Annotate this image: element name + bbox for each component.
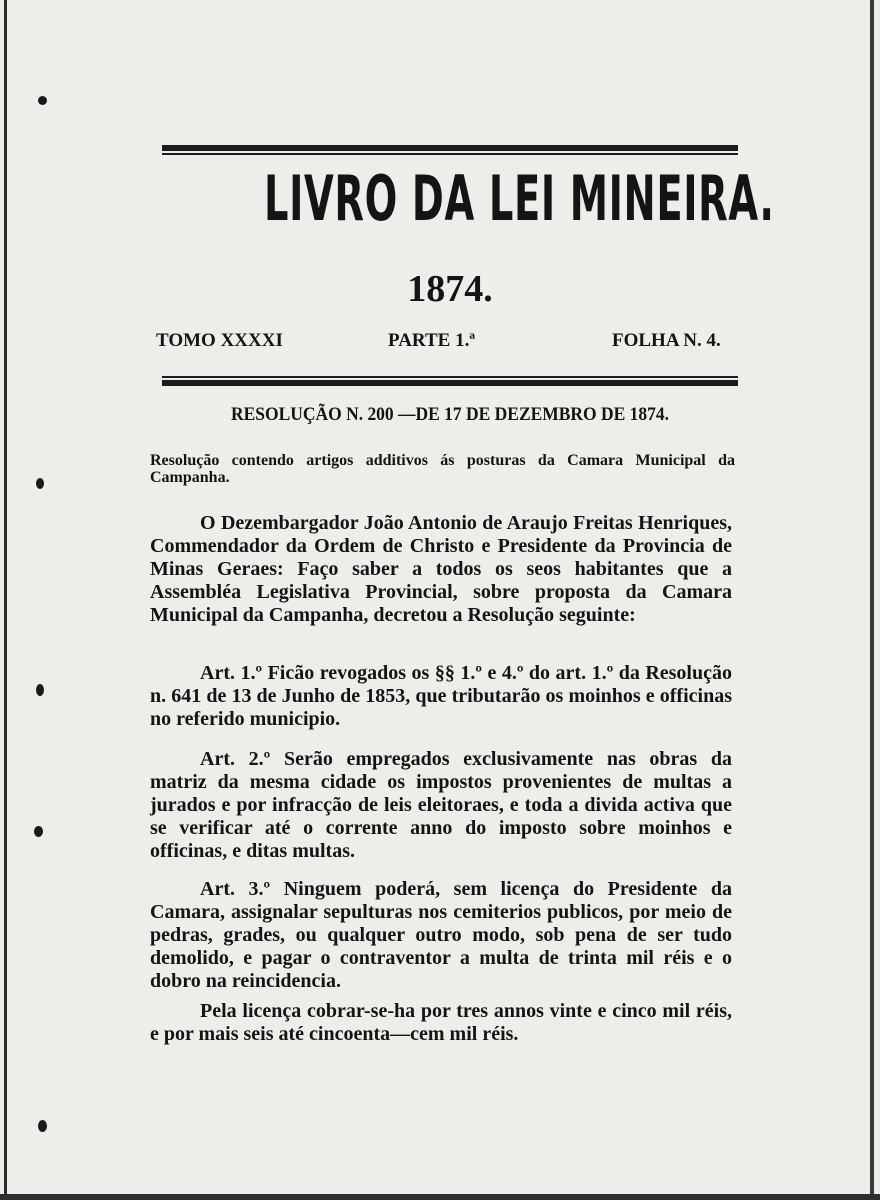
ink-speck: [34, 826, 43, 837]
ink-speck: [36, 478, 44, 489]
ink-speck: [38, 96, 47, 105]
ink-speck: [38, 1120, 47, 1132]
article-2-paragraph: Art. 2.º Serão empregados exclusivamente nas obras da matriz da mesma cidade os impostos provenientes de multas a jurados e por infracção de leis eleitoraes, e toda a divida activa que se verificar até o corrente anno do imposto sobre moinhos e officinas, e ditas multas.: [150, 748, 732, 862]
parte-label: PARTE 1.ª: [388, 330, 476, 351]
page-right-edge: [870, 0, 874, 1200]
mid-rule-thick: [162, 380, 738, 386]
tomo-label: TOMO XXXXI: [156, 330, 283, 351]
publication-title: LIVRO DA LEI MINEIRA.: [264, 162, 775, 235]
article-3-paragraph: Art. 3.º Ninguem poderá, sem licença do Presidente da Camara, assignalar sepulturas nos cemiterios publicos, por meio de pedras, grades, ou qualquer outro modo, sob pena de ser tudo demolido, e pagar o contraventor a multa de trinta mil réis e o dobro na reincidencia.: [150, 878, 732, 992]
top-rule-thin: [162, 153, 738, 155]
folha-label: FOLHA N. 4.: [612, 330, 721, 351]
resolution-summary: Resolução contendo artigos additivos ás posturas da Camara Municipal da Campanha.: [150, 452, 735, 486]
ink-speck: [36, 684, 44, 696]
preamble-paragraph: O Dezembargador João Antonio de Araujo Freitas Henriques, Commendador da Ordem de Christo e Presidente da Provincia de Minas Geraes: Faço saber a todos os seos habitantes que a Assembléa Legislativa Provincial, sobre proposta da Camara Municipal da Campanha, decretou a Resolução seguinte:: [150, 512, 732, 626]
license-fee-paragraph: Pela licença cobrar-se-ha por tres annos vinte e cinco mil réis, e por mais seis até cincoenta—cem mil réis.: [150, 1000, 732, 1045]
mid-rule-thin: [162, 376, 738, 378]
resolution-heading: RESOLUÇÃO N. 200 —DE 17 DE DEZEMBRO DE 1874.: [230, 404, 670, 425]
page-bottom-edge: [0, 1194, 880, 1200]
publication-year: 1874.: [407, 268, 493, 310]
top-rule-thick: [162, 145, 738, 151]
article-1-paragraph: Art. 1.º Ficão revogados os §§ 1.º e 4.º do art. 1.º da Resolução n. 641 de 13 de Junho de 1853, que tributarão os moinhos e officinas no referido municipio.: [150, 662, 732, 730]
page-left-edge: [4, 0, 7, 1200]
